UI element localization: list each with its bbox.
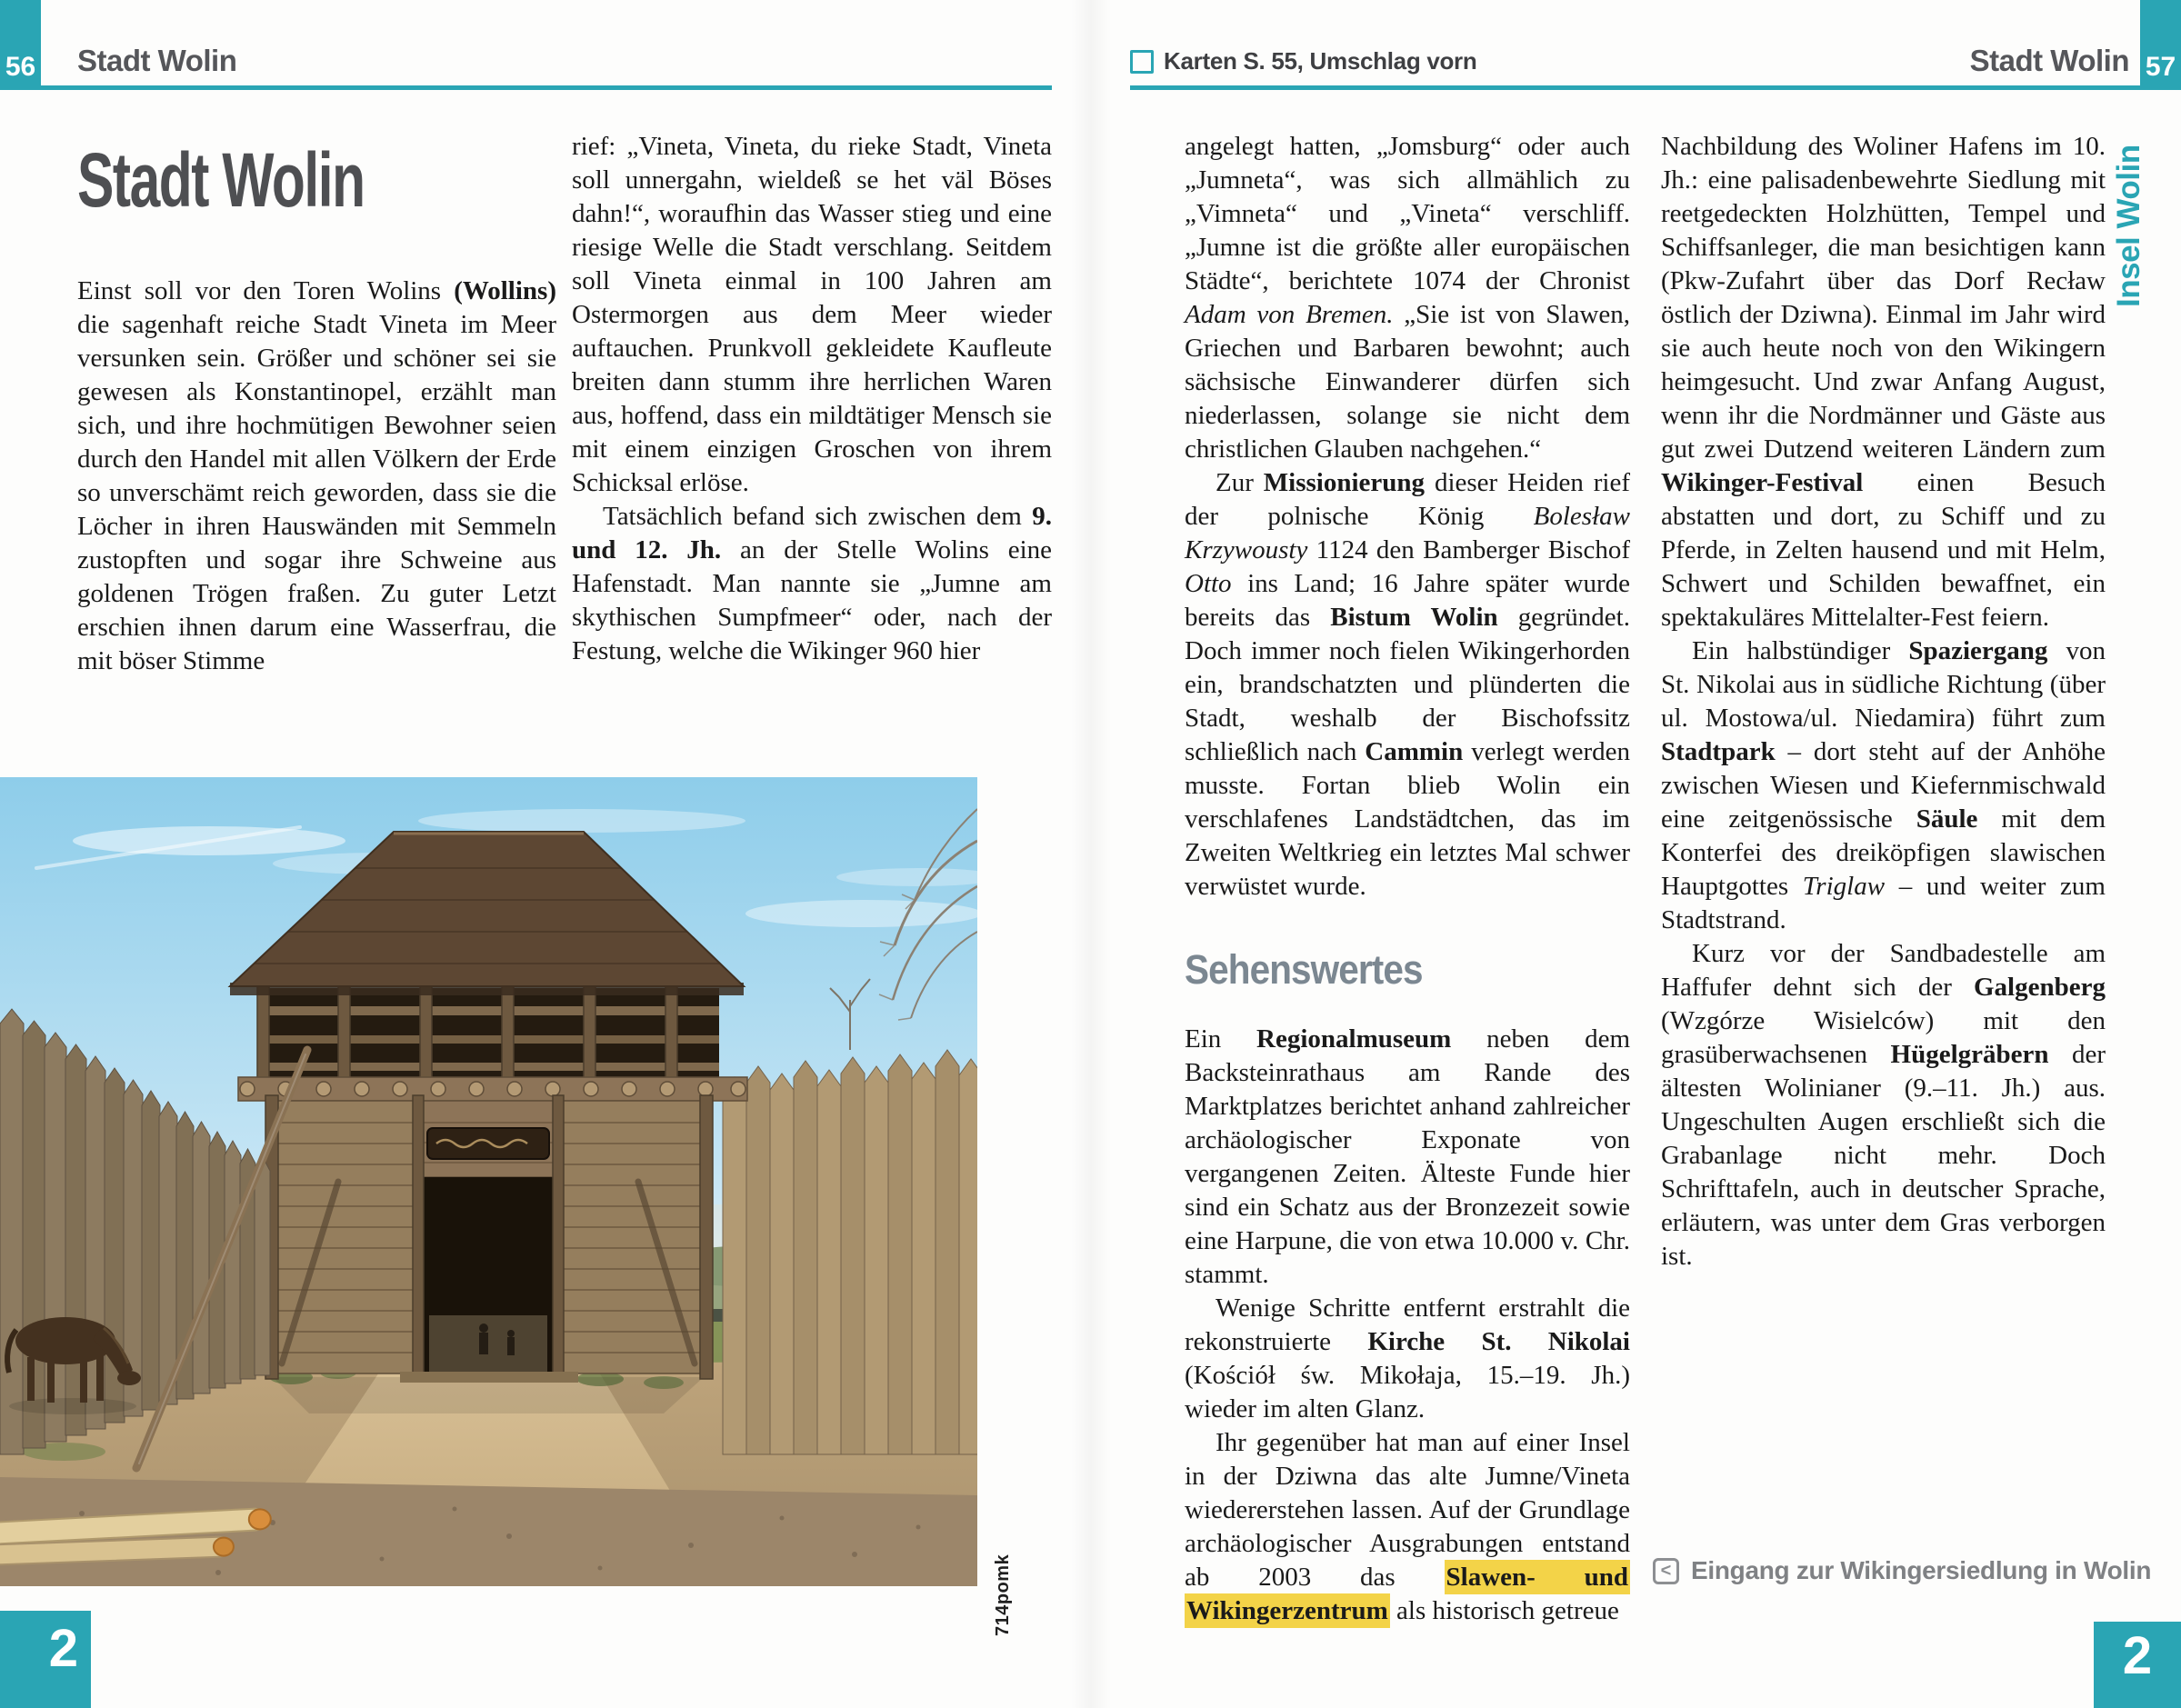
photo-caption bbox=[1653, 1556, 2151, 1585]
article-title: Stadt Wolin bbox=[77, 137, 365, 223]
map-square-icon bbox=[1130, 50, 1154, 74]
chapter-number-left: 2 bbox=[48, 1619, 78, 1678]
photo-credit: 714pomk bbox=[993, 1553, 1013, 1636]
chapter-tab-bottom-left bbox=[0, 1611, 91, 1708]
map-crossref-label: Karten S. 55, Umschlag vorn bbox=[1164, 47, 1477, 75]
page-number-right: 57 bbox=[2145, 52, 2176, 82]
map-crossref bbox=[1130, 47, 1476, 75]
photo-left-arrow-icon: < bbox=[1653, 1558, 1679, 1584]
paragraph: Zur Missionierung dieser Heiden rief der polnische König Bolesław Krzywousty 1124 den Bamberger Bischof Otto ins Land; 16 Jahre später wurde bereits das Bistum Wolin gegründet. Doch immer noch fielen Wikingerhorden ein, brandschatzten und plünderten die Stadt, weshalb der Bischofssitz schließlich nach Cammin verlegt werden musste. Fortan blieb Wolin ein verschlafenes Landstädtchen, das im Zweiten Weltkrieg ein letztes Mal schwer verwüstet wurde. bbox=[1185, 468, 1631, 901]
chapter-side-tab: Insel Wolin bbox=[2111, 145, 2146, 307]
chapter-tab-bottom-right bbox=[2094, 1622, 2181, 1708]
paragraph: Ihr gegenüber hat man auf einer Insel in der Dziwna das alte Jumne/Vineta wiedererstehen lassen. Auf der Grundlage archäologischer Ausgrabungen entstand ab 2003 das Slawen- und Wikingerzentrum als historisch getreue bbox=[1185, 1426, 1630, 1628]
section-heading-sehenswertes: Sehenswertes bbox=[1185, 946, 1423, 993]
column-3-lower-text bbox=[1185, 1023, 1630, 1628]
paragraph: Einst soll vor den Toren Wolins (Wollins) die sagenhaft reiche Stadt Vineta im Meer versunken sein. Größer und schöner sei sie gewesen als Konstantinopel, erzählt man sich, und ihre hochmütigen Bewohner seien durch den Handel mit allen Völkern der Erde so unverschämt reich geworden, dass sie die Löcher in ihren Hauswänden mit Semmeln zustopften und sogar ihre Schweine aus goldenen Trögen fraßen. Zu guter Letzt erschien ihnen darum eine Wasserfrau, die mit böser Stimme bbox=[77, 276, 556, 675]
running-head-left: Stadt Wolin bbox=[77, 44, 237, 77]
running-head-right: Stadt Wolin bbox=[1969, 44, 2129, 77]
paragraph: Kurz vor der Sandbadestelle am Haffufer dehnt sich der Galgenberg (Wzgórze Wisielców) mit den grasüberwachsenen Hügelgräbern der ältesten Wolinianer (9.–11. Jh.) aus. Ungeschulten Augen erschließt sich die Grabanlage nicht mehr. Doch Schrifttafeln, auch in deutscher Sprache, erläutern, was unter dem Gras verborgen ist. bbox=[1661, 939, 2106, 1271]
chapter-number-right: 2 bbox=[2122, 1626, 2153, 1685]
right-palisade-fence bbox=[723, 1050, 977, 1454]
header-rule-left bbox=[41, 85, 1052, 90]
paragraph: rief: „Vineta, Vineta, du rieke Stadt, Vineta soll unnergahn, wieldeß se het väl Böses dahn!“, woraufhin das Wasser stieg und eine riesige Welle die Stadt verschlang. Seitdem soll Vineta einmal in 100 Jahren am Ostermorgen aus dem Meer wieder auftauchen. Prunkvoll gekleidete Kaufleute breiten dann stumm ihre herrlichen Waren aus, hoffend, dass ein mildtätiger Mensch sie mit einem einzigen Groschen von ihrem Schicksal erlöse. bbox=[572, 132, 1052, 497]
text-column-3 bbox=[1185, 130, 1630, 1628]
paragraph: Ein halbstündiger Spaziergang von St. Nikolai aus in südliche Richtung (über ul. Mostowa/ul. Niedamira) führt zum Stadtpark – dort steht auf der Anhöhe zwischen Wiesen und Kiefernmischwald eine zeitgenössische Säule mit dem Konterfei des dreiköpfigen slawischen Hauptgottes Triglaw – und weiter zum Stadtstrand. bbox=[1661, 636, 2106, 934]
page-number-tab-left bbox=[0, 0, 41, 90]
gate-sign bbox=[427, 1128, 549, 1159]
paragraph: angelegt hatten, „Jomsburg“ oder auch „Jumneta“, was sich allmählich zu „Vimneta“ und „Vineta“ verschliff. „Jumne ist die größte aller europäischen Städte“, berichtete 1074 der Chronist Adam von Bremen. „Sie ist von Slawen, Griechen und Barbaren bewohnt; auch sächsische Einwanderer dürfen sich niederlassen, solange sie nicht dem christlichen Glauben nachgehen.“ bbox=[1185, 132, 1631, 464]
text-column-1 bbox=[77, 275, 556, 678]
photo-viking-gate-wolin bbox=[0, 777, 977, 1586]
page-number-tab-right bbox=[2140, 0, 2181, 90]
gate-tower bbox=[230, 832, 747, 1413]
text-column-4 bbox=[1661, 130, 2106, 1274]
page-number-left: 56 bbox=[5, 52, 36, 82]
paragraph: Ein Regionalmuseum neben dem Backsteinrathaus am Rande des Marktplatzes berichtet anhand zahlreicher archäologischer Exponate von vergangenen Zeiten. Älteste Funde hier sind ein Schatz aus der Bronzezeit sowie eine Harpune, die von etwa 10.000 v. Chr. stammt. bbox=[1185, 1024, 1630, 1289]
page-gutter bbox=[1071, 0, 1111, 1708]
photo-caption-text: Eingang zur Wikingersiedlung in Wolin bbox=[1691, 1556, 2152, 1584]
header-rule-right bbox=[1130, 85, 2140, 90]
text-column-2 bbox=[572, 130, 1052, 668]
paragraph: Tatsächlich befand sich zwischen dem 9. und 12. Jh. an der Stelle Wolins eine Hafenstadt. Man nannte sie „Jumne am skythischen Sumpfmeer“ oder, nach der Festung, welche die Wikinger 960 hier bbox=[572, 502, 1053, 665]
paragraph: Nachbildung des Woliner Hafens im 10. Jh.: eine palisadenbewehrte Siedlung mit reetgedeckten Holzhütten, Tempel und Schiffsanleger, die man besichtigen kann (Pkw-Zufahrt über das Dorf Recław östlich der Dziwna). Einmal im Jahr wird sie auch heute noch von den Wikingern heimgesucht. Und zwar Anfang August, wenn ihr die Nordmänner und Gäste aus gut zwei Dutzend weiteren Ländern zum Wikinger-Festival einen Besuch abstatten und dort, zu Schiff und zu Pferde, in Zelten hausend und mit Helm, Schwert und Schilden bewaffnet, ein spektakuläres Mittelalter-Fest feiern. bbox=[1661, 132, 2106, 632]
column-3-upper-text bbox=[1185, 130, 1630, 904]
paragraph: Wenige Schritte entfernt erstrahlt die rekonstruierte Kirche St. Nikolai (Kościół św. Mikołaja, 15.–19. Jh.) wieder im alten Glanz. bbox=[1185, 1293, 1630, 1423]
